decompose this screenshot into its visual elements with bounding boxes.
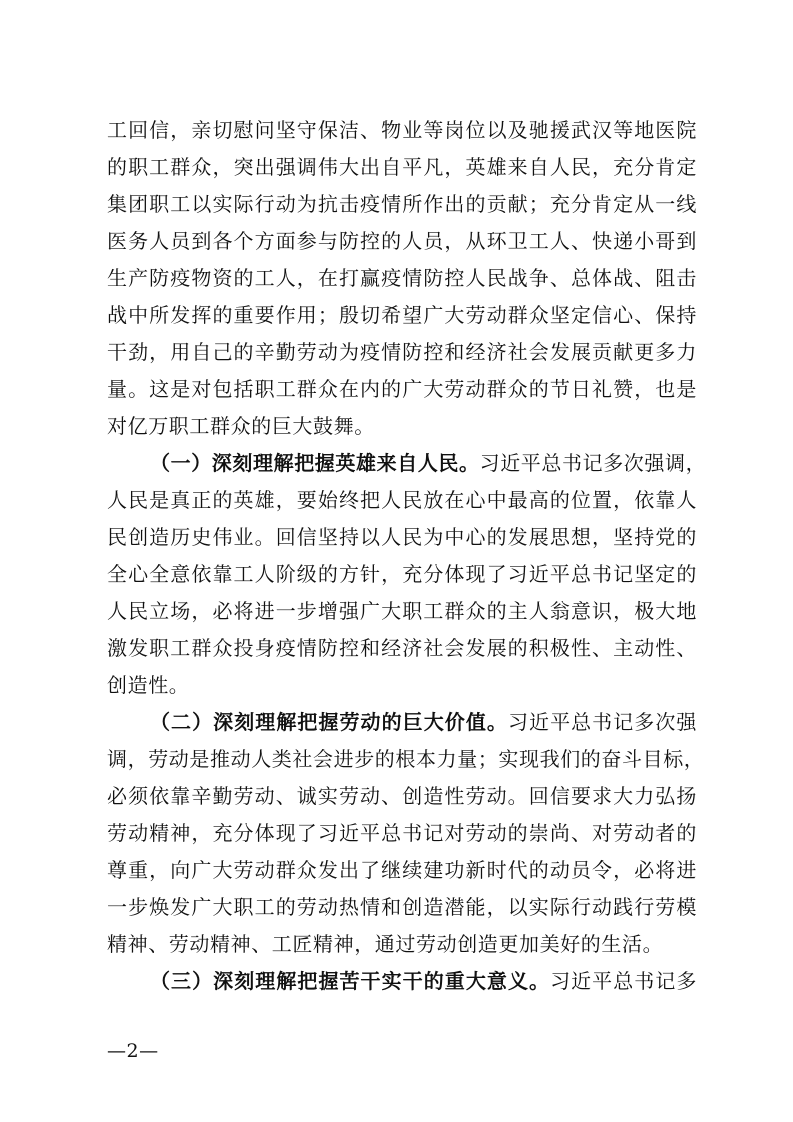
paragraph-first-line: [107, 704, 697, 741]
text-run: 习近平总书记多: [550, 969, 697, 993]
text-line: 战中所发挥的重要作用；殷切希望广大劳动群众坚定信心、保持: [107, 303, 697, 327]
text-line: 人民立场，必将进一步增强广大职工群众的主人翁意识，极大地: [107, 599, 697, 623]
text-run: 习近平总书记多次强: [507, 710, 697, 734]
paragraph-first-line: [107, 963, 697, 1000]
text-run: 习近平总书记多次强调，: [479, 451, 707, 475]
text-line: 调，劳动是推动人类社会进步的根本力量；实现我们的奋斗目标，: [107, 747, 705, 771]
paragraph-continuation: [107, 112, 697, 445]
text-line: 生产防疫物资的工人，在打赢疫情防控人民战争、总体战、阻击: [107, 266, 697, 290]
text-line: 的职工群众，突出强调伟大出自平凡，英雄来自人民，充分肯定: [107, 155, 697, 179]
text-line: 人民是真正的英雄，要始终把人民放在心中最高的位置，依靠人: [107, 488, 697, 512]
text-line: 尊重，向广大劳动群众发出了继续建功新时代的动员令，必将进: [107, 858, 697, 882]
section-heading: （三）深刻理解把握苦干实干的重大意义。: [150, 969, 551, 993]
page-number: —2—: [107, 1040, 159, 1062]
paragraph-section-3: [107, 963, 697, 1000]
text-line: 对亿万职工群众的巨大鼓舞。: [107, 414, 375, 438]
text-line: 医务人员到各个方面参与防控的人员，从环卫工人、快递小哥到: [107, 229, 697, 253]
text-line: 量。这是对包括职工群众在内的广大劳动群众的节日礼赞，也是: [107, 377, 697, 401]
text-line: 集团职工以实际行动为抗击疫情所作出的贡献；充分肯定从一线: [107, 192, 697, 216]
text-line: 干劲，用自己的辛勤劳动为疫情防控和经济社会发展贡献更多力: [107, 340, 697, 364]
text-line: 工回信，亲切慰问坚守保洁、物业等岗位以及驰援武汉等地医院: [107, 118, 697, 142]
paragraph-section-2: [107, 704, 705, 963]
text-line: 精神、劳动精神、工匠精神，通过劳动创造更加美好的生活。: [107, 932, 664, 956]
paragraph-first-line: [107, 445, 707, 482]
paragraph-section-1: [107, 445, 707, 704]
text-line: 全心全意依靠工人阶级的方针，充分体现了习近平总书记坚定的: [107, 562, 697, 586]
text-line: 激发职工群众投身疫情防控和经济社会发展的积极性、主动性、: [107, 636, 697, 660]
section-heading: （二）深刻理解把握劳动的巨大价值。: [150, 710, 508, 734]
document-body: [107, 112, 707, 1000]
text-line: 一步焕发广大职工的劳动热情和创造潜能，以实际行动践行劳模: [107, 895, 697, 919]
text-line: 劳动精神，充分体现了习近平总书记对劳动的崇尚、对劳动者的: [107, 821, 697, 845]
text-line: 民创造历史伟业。回信坚持以人民为中心的发展思想，坚持党的: [107, 525, 697, 549]
text-line: 创造性。: [107, 673, 190, 697]
text-line: 必须依靠辛勤劳动、诚实劳动、创造性劳动。回信要求大力弘扬: [107, 784, 697, 808]
section-heading: （一）深刻理解把握英雄来自人民。: [150, 451, 480, 475]
